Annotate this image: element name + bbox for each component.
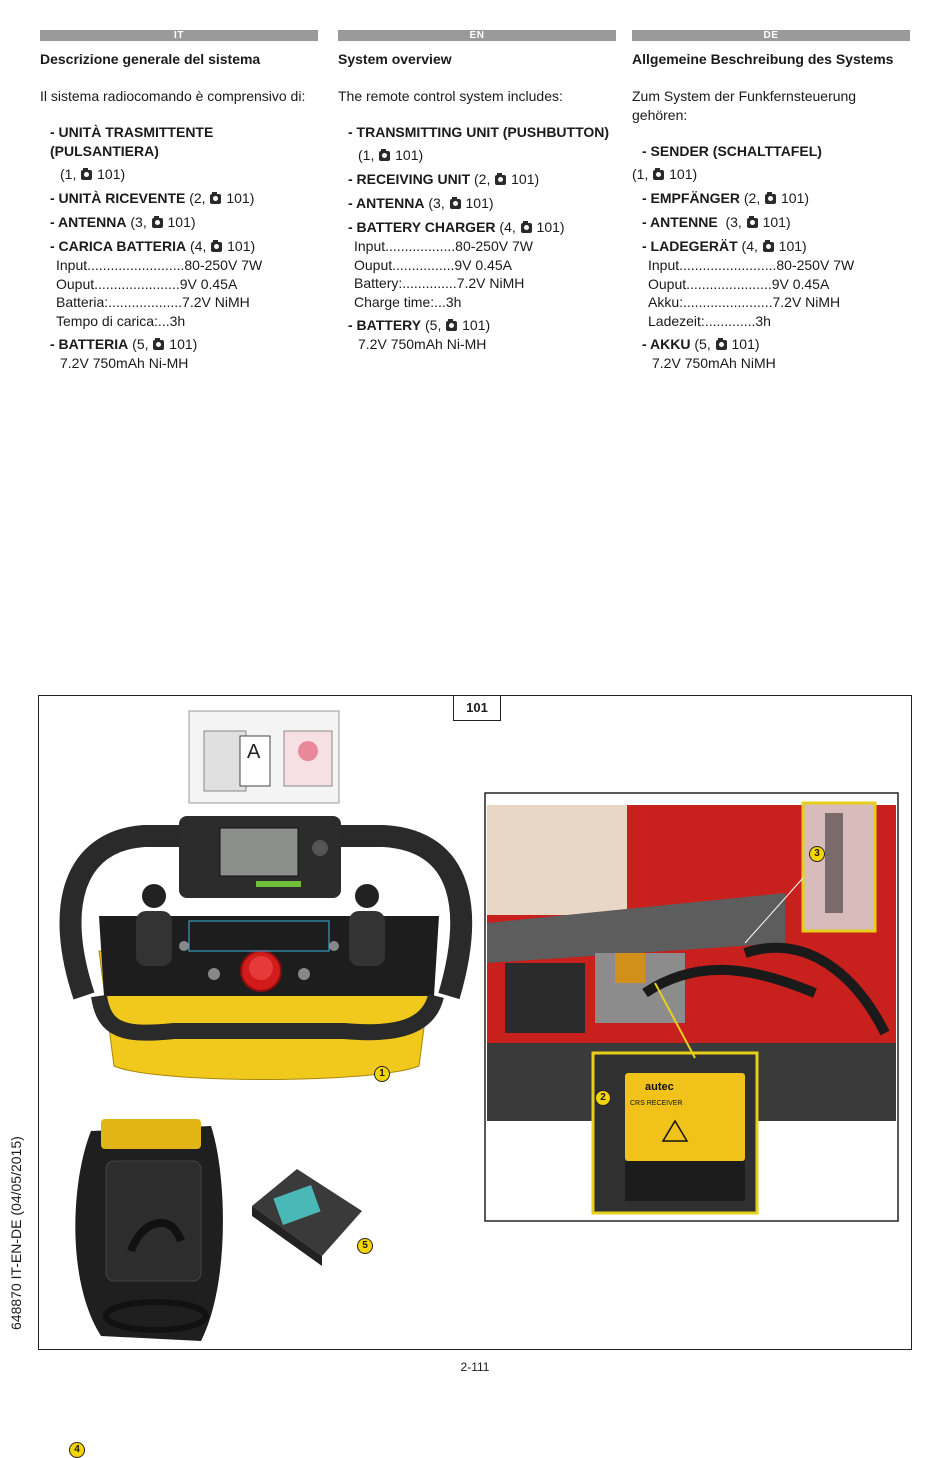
component-name: - BATTERIA [50,336,129,352]
language-bar: EN [338,30,616,41]
component-name: - ANTENNA [348,195,425,211]
figure-ref-suffix: 101) [223,238,256,254]
figure-ref-suffix: 101) [532,219,565,235]
spec-line: 7.2V 750mAh Ni-MH [60,355,189,371]
component-name: - EMPFÄNGER [642,190,740,206]
column-it [40,30,318,378]
component-item [348,316,616,354]
component-name: - RECEIVING UNIT [348,171,471,187]
component-name: - LADEGERÄT [642,238,738,254]
spec-line: Ladezeit:.............3h [648,312,771,329]
figure-ref-suffix: 101) [777,190,810,206]
figure-ref-suffix: 101) [458,317,491,333]
section-title: Descrizione generale del sistema [40,51,261,67]
camera-icon [152,218,163,228]
figure-ref-suffix: 101) [507,171,540,187]
component-item [642,335,910,373]
component-item [348,170,616,189]
figure-ref-prefix: (4, [737,238,762,254]
camera-icon [495,175,506,185]
figure-ref-prefix: (2, [740,190,765,206]
callout-3: 3 [809,846,825,862]
component-item [642,189,910,208]
intro-text: The remote control system includes: [338,88,563,104]
spec-line: Input.........................80-250V 7W [648,257,855,273]
camera-icon [211,242,222,252]
figure-ref-prefix: (3, [126,214,151,230]
column-de [632,30,910,378]
figure-ref-prefix: (2, [185,190,210,206]
figure-number: 101 [453,695,501,721]
intro-text: Zum System der Funkfernsteuerung gehören: [632,88,857,123]
transmitter-unit-image [44,706,484,1101]
component-name: - ANTENNA [50,214,127,230]
figure-ref-suffix: 101) [222,190,255,206]
camera-icon [765,194,776,204]
component-item [348,194,616,213]
spec-line: 7.2V 750mAh Ni-MH [358,336,487,352]
section-title: System overview [338,51,452,67]
figure-ref-prefix: (4, [186,238,211,254]
callout-2: 2 [595,1090,611,1106]
figure-ref-prefix: (2, [470,171,495,187]
spec-line: Input.........................80-250V 7W [56,257,263,273]
component-item [642,237,910,330]
language-bar: DE [632,30,910,41]
component-item [632,142,910,184]
camera-icon [763,242,774,252]
figure-ref-suffix: 101) [461,195,494,211]
spec-line: Ouput......................9V 0.45A [56,275,238,292]
component-item [50,335,318,373]
figure-ref-prefix: (3, [424,195,449,211]
component-name: - CARICA BATTERIA [50,238,187,254]
callout-5: 5 [357,1238,373,1254]
spec-line: 7.2V 750mAh NiMH [652,355,776,371]
spec-line: Input..................80-250V 7W [354,238,533,254]
camera-icon [521,223,532,233]
component-item [50,213,318,232]
camera-icon [210,194,221,204]
figure-ref-suffix: 101) [727,336,760,352]
camera-icon [379,151,390,161]
spec-line: Battery:..............7.2V NiMH [354,275,525,291]
language-bar: IT [40,30,318,41]
component-name: - ANTENNE [642,214,718,230]
component-name: - AKKU [642,336,691,352]
component-item [642,213,910,232]
figure-ref-prefix: (3, [717,214,746,230]
spec-line: Ouput................9V 0.45A [354,256,512,273]
camera-icon [81,170,92,180]
figure-ref-suffix: 101) [665,166,698,182]
callout-4: 4 [69,1442,85,1458]
spec-line: Tempo di carica:...3h [56,312,186,329]
component-item [50,237,318,330]
figure-ref-suffix: 101) [758,214,791,230]
receiver-model-label: CRS RECEIVER [630,1100,683,1107]
figure-ref-suffix: 101) [165,336,198,352]
component-name: - BATTERY [348,317,422,333]
callout-1: 1 [374,1066,390,1082]
component-name: - UNITÀ TRASMITTENTE (PULSANTIERA) [50,124,214,159]
spec-line: Ouput......................9V 0.45A [648,275,830,292]
intro-text: Il sistema radiocomando è comprensivo di: [40,88,306,104]
camera-icon [153,340,164,350]
section-title: Allgemeine Beschreibung des Systems [632,51,894,67]
component-item [50,123,318,184]
camera-icon [653,170,664,180]
figure-ref-prefix: (5, [421,317,446,333]
figure-ref-suffix: 101) [774,238,807,254]
figure-ref-prefix: (5, [690,336,715,352]
figure-ref-prefix: (4, [495,219,520,235]
component-name: - TRANSMITTING UNIT (PUSHBUTTON) [348,124,610,140]
figure-ref-suffix: 101) [93,166,126,182]
camera-icon [747,218,758,228]
figure-ref-prefix: (5, [128,336,153,352]
svg-text:A: A [247,741,261,763]
camera-icon [716,340,727,350]
receiver-antenna-image [485,793,898,1221]
figure-ref-suffix: 101) [391,147,424,163]
component-item [348,123,616,165]
camera-icon [446,321,457,331]
component-name: - UNITÀ RICEVENTE [50,190,186,206]
battery-image [247,1161,367,1271]
document-code: 648870 IT-EN-DE (04/05/2015) [8,1136,24,1330]
receiver-brand-label: autec [645,1081,674,1093]
page-number: 2-111 [460,1360,490,1374]
figure-ref-prefix: (1, [632,166,653,182]
spec-line: Charge time:...3h [354,293,462,310]
component-name: - BATTERY CHARGER [348,219,496,235]
column-en [338,30,616,359]
component-name: - SENDER (SCHALTTAFEL) [642,143,822,159]
spec-line: Akku:.......................7.2V NiMH [648,294,841,310]
figure-ref-suffix: 101) [163,214,196,230]
component-item [348,218,616,311]
figure-ref-prefix: (1, [358,147,379,163]
battery-charger-image [61,1101,231,1346]
component-item [50,189,318,208]
camera-icon [450,199,461,209]
figure-ref-prefix: (1, [60,166,81,182]
spec-line: Batteria:...................7.2V NiMH [56,294,250,310]
